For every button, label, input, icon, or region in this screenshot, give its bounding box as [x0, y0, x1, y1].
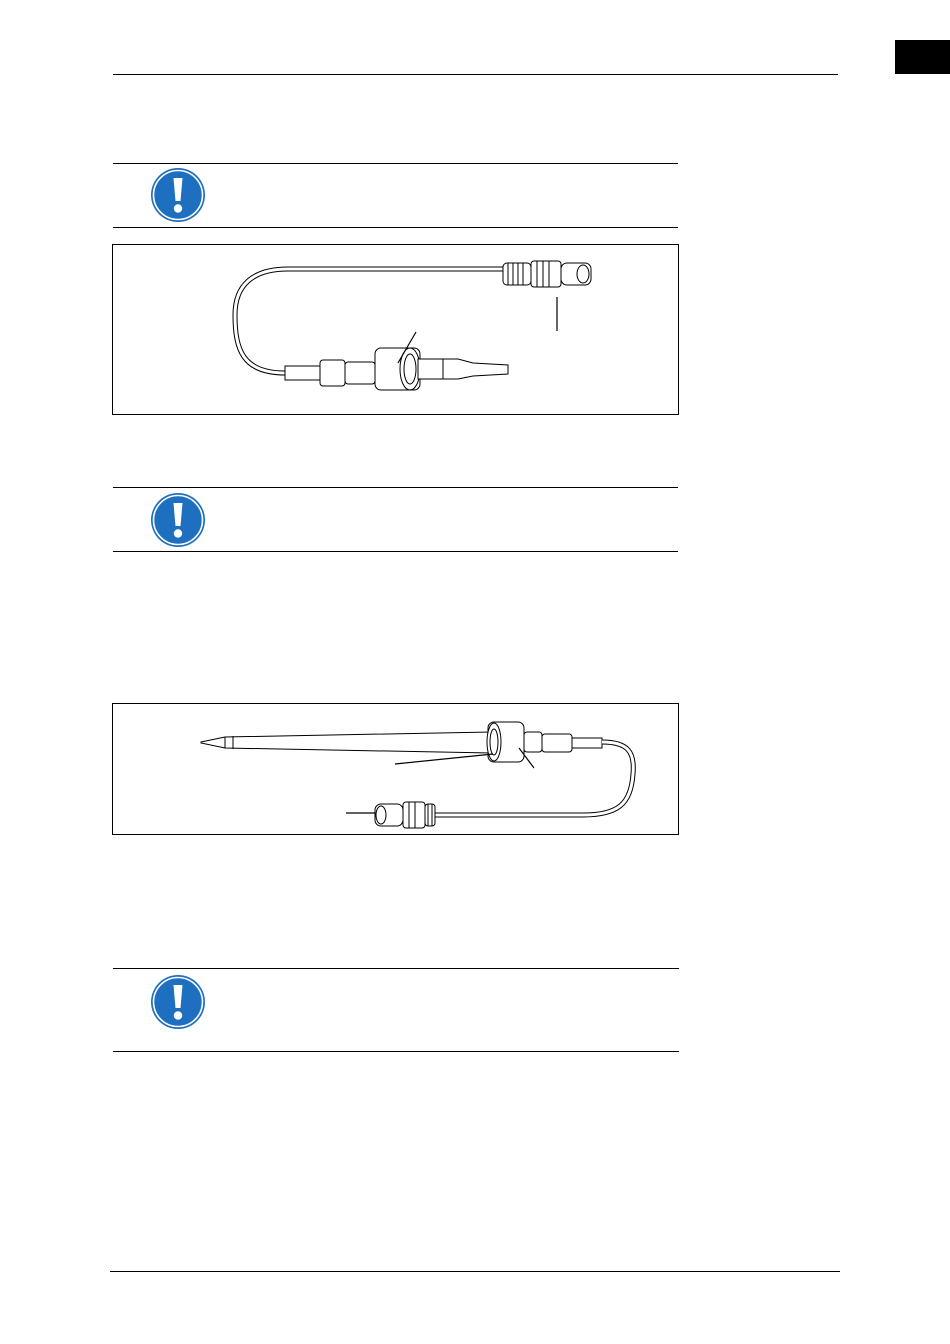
sensor-rod-drawing [113, 704, 680, 836]
notice-3-top-rule [113, 968, 679, 969]
notice-2-bottom-rule [113, 551, 678, 552]
notice-3-bottom-rule [113, 1051, 679, 1052]
figure-sensor-rod [112, 703, 679, 835]
footer-rule [110, 1271, 840, 1272]
exclamation-icon [150, 492, 206, 548]
section-tab-marker [895, 40, 950, 74]
exclamation-icon [150, 167, 206, 223]
figure-sensor-cable [112, 244, 679, 415]
notice-1-top-rule [113, 163, 678, 164]
notice-2-top-rule [113, 487, 678, 488]
sensor-cable-drawing [113, 245, 680, 416]
header-rule [113, 74, 838, 75]
notice-1-bottom-rule [113, 227, 678, 228]
exclamation-icon [150, 974, 206, 1030]
